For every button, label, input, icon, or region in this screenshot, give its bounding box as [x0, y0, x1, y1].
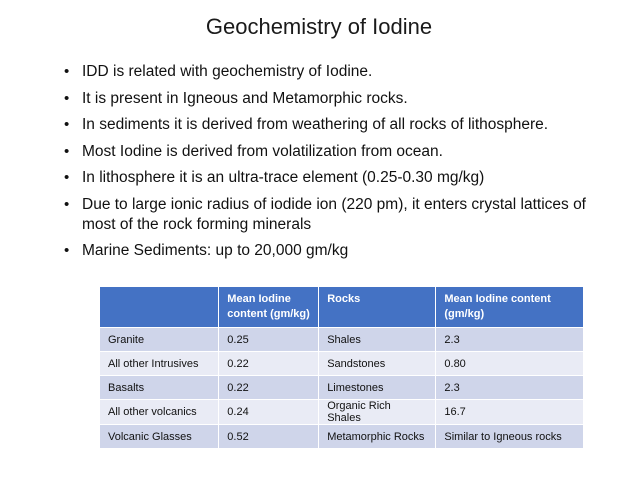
table-cell: 16.7: [436, 400, 584, 425]
bullet-text: Marine Sediments: up to 20,000 gm/kg: [82, 242, 349, 259]
table-cell: Limestones: [319, 376, 436, 400]
table-cell: 0.22: [219, 376, 319, 400]
bullet-item: [64, 241, 614, 261]
table-cell: Shales: [319, 328, 436, 352]
bullet-text: In sediments it is derived from weathering of all rocks of lithosphere.: [82, 116, 549, 133]
bullet-dot-icon: •: [64, 242, 70, 259]
table-cell: 2.3: [436, 376, 584, 400]
bullet-dot-icon: •: [64, 195, 70, 213]
table-cell: Volcanic Glasses: [100, 425, 219, 449]
bullet-text: Due to large ionic radius of iodide ion (220 pm), it enters crystal lattices of most of the rock forming minerals: [82, 195, 586, 233]
bullet-item: [64, 142, 614, 162]
table-row: [100, 352, 584, 376]
slide-title: Geochemistry of Iodine: [205, 14, 433, 39]
table-row: [100, 425, 584, 449]
table-cell: Organic Rich Shales: [319, 400, 436, 425]
table-row: [100, 400, 584, 425]
bullet-dot-icon: •: [64, 169, 70, 186]
table-cell: All other volcanics: [100, 400, 219, 425]
bullet-list: [64, 62, 614, 268]
bullet-dot-icon: •: [64, 89, 70, 107]
table-row: [100, 376, 584, 400]
bullet-dot-icon: •: [64, 63, 70, 80]
table-cell: 0.80: [436, 352, 584, 376]
table-header-cell: Rocks: [319, 287, 436, 328]
bullet-item: [64, 168, 614, 188]
bullet-dot-icon: •: [64, 142, 70, 160]
table-cell: 0.52: [219, 425, 319, 449]
table-cell: 0.25: [219, 328, 319, 352]
bullet-item: [64, 62, 614, 82]
bullet-item: [64, 115, 614, 135]
table-cell: Sandstones: [319, 352, 436, 376]
bullet-item: [64, 195, 614, 235]
bullet-text: Most Iodine is derived from volatilization from ocean.: [82, 142, 443, 160]
bullet-text: IDD is related with geochemistry of Iodine.: [82, 63, 373, 80]
table-cell: 0.24: [219, 400, 319, 425]
table-header-cell: [100, 287, 219, 328]
table-cell: 2.3: [436, 328, 584, 352]
table-cell: Basalts: [100, 376, 219, 400]
table-cell: All other Intrusives: [100, 352, 219, 376]
bullet-text: In lithosphere it is an ultra-trace element (0.25-0.30 mg/kg): [82, 169, 485, 186]
bullet-dot-icon: •: [64, 116, 70, 133]
table-cell: Metamorphic Rocks: [319, 425, 436, 449]
table-header-row: [100, 287, 584, 328]
bullet-item: [64, 89, 614, 109]
table-cell: Granite: [100, 328, 219, 352]
iodine-content-table: [99, 286, 584, 449]
table-header-cell: Mean Iodine content (gm/kg): [219, 287, 319, 328]
bullet-text: It is present in Igneous and Metamorphic rocks.: [82, 89, 408, 107]
table-cell: 0.22: [219, 352, 319, 376]
table-cell: Similar to Igneous rocks: [436, 425, 584, 449]
table-header-cell: Mean Iodine content (gm/kg): [436, 287, 584, 328]
table-row: [100, 328, 584, 352]
